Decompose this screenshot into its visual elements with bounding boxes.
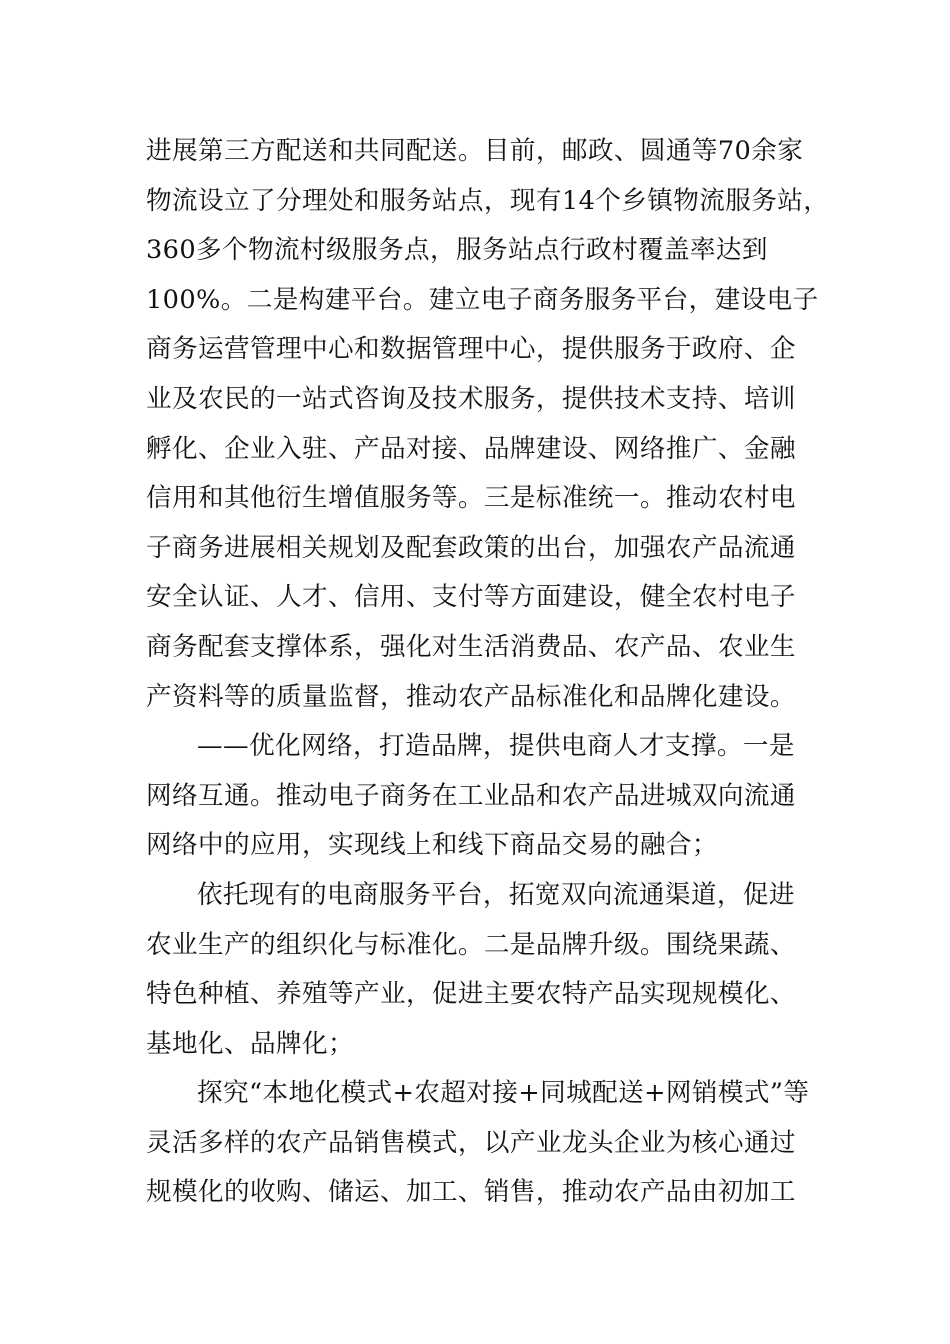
text-line: 业及农民的一站式咨询及技术服务，提供技术支持、培训 [146, 383, 796, 414]
text-line: 网络互通。推动电子商务在工业品和农产品进城双向流通 [146, 780, 796, 811]
body-text [146, 127, 830, 1218]
text-line: 依托现有的电商服务平台，拓宽双向流通渠道，促进 [197, 879, 795, 910]
text-line: 产资料等的质量监督，推动农产品标准化和品牌化建设。 [146, 681, 796, 712]
text-line: 安全认证、人才、信用、支付等方面建设，健全农村电子 [146, 582, 796, 613]
text-line: 360多个物流村级服务点，服务站点行政村覆盖率达到 [146, 235, 768, 266]
text-line: 子商务进展相关规划及配套政策的出台，加强农产品流通 [146, 532, 796, 563]
text-line: 网络中的应用，实现线上和线下商品交易的融合； [146, 830, 718, 861]
text-line: 商务运营管理中心和数据管理中心，提供服务于政府、企 [146, 334, 796, 365]
text-line: 农业生产的组织化与标准化。二是品牌升级。围绕果蔬、 [146, 929, 796, 960]
text-line: 100%。二是构建平台。建立电子商务服务平台，建设电子 [146, 284, 819, 315]
text-line: 探究“本地化模式+农超对接+同城配送+网销模式”等 [197, 1078, 810, 1109]
text-line: 商务配套支撑体系，强化对生活消费品、农产品、农业生 [146, 631, 796, 662]
text-line: 特色种植、养殖等产业，促进主要农特产品实现规模化、 [146, 979, 796, 1010]
text-line: 物流设立了分理处和服务站点，现有14个乡镇物流服务站， [146, 185, 830, 216]
text-line: ——优化网络，打造品牌，提供电商人才支撑。一是 [197, 731, 795, 762]
text-line: 灵活多样的农产品销售模式，以产业龙头企业为核心通过 [146, 1127, 796, 1158]
text-line: 基地化、品牌化； [146, 1028, 354, 1059]
text-line: 信用和其他衍生增值服务等。三是标准统一。推动农村电 [146, 483, 796, 514]
text-line: 进展第三方配送和共同配送。目前，邮政、圆通等70余家 [146, 136, 804, 166]
text-line: 孵化、企业入驻、产品对接、品牌建设、网络推广、金融 [146, 433, 796, 464]
text-line: 规模化的收购、储运、加工、销售，推动农产品由初加工 [146, 1177, 796, 1208]
